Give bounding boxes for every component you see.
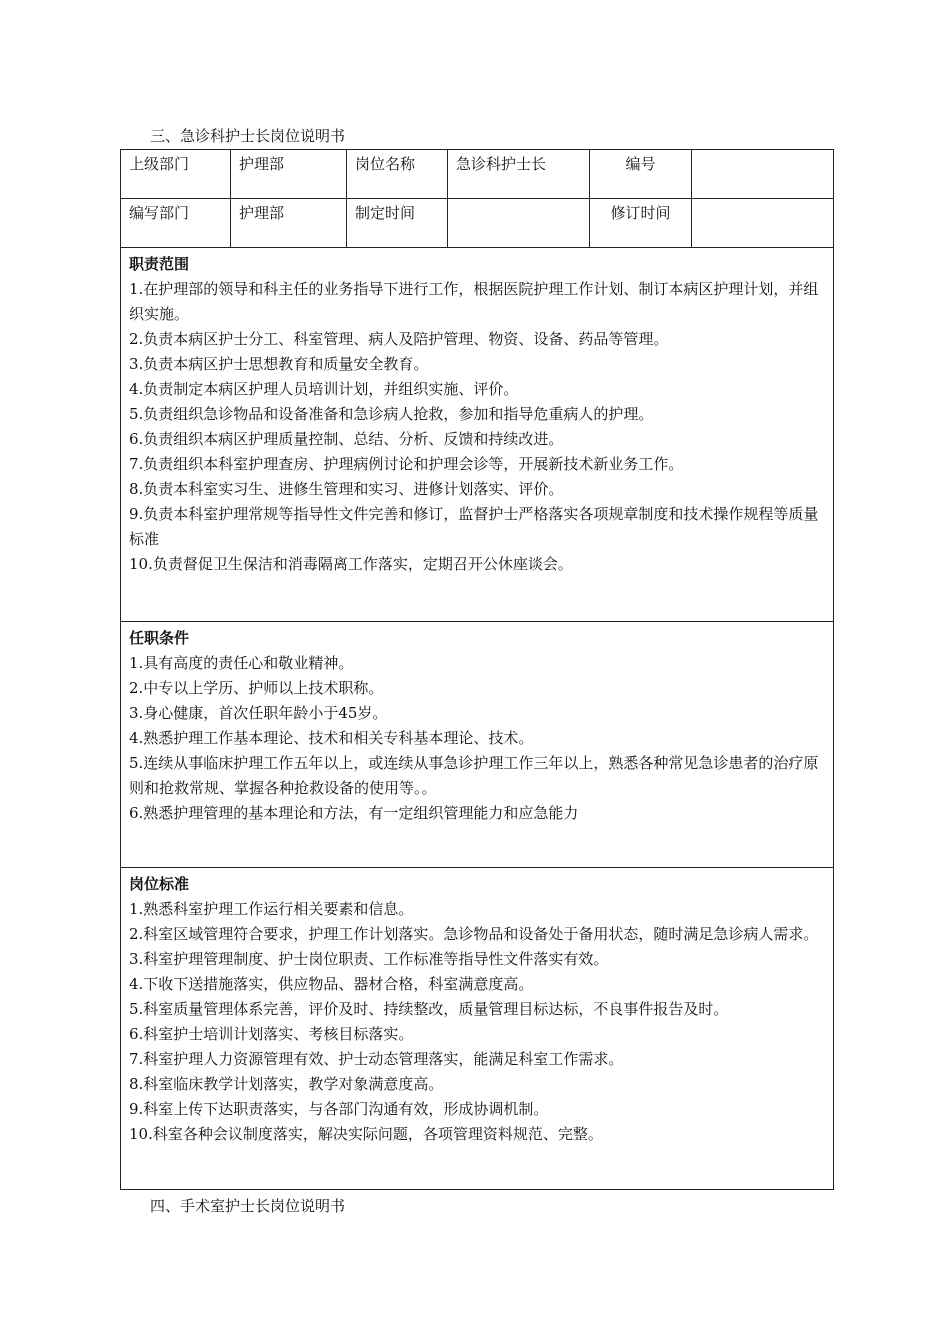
list-item: 9.负责本科室护理常规等指导性文件完善和修订，监督护士严格落实各项规章制度和技术操作规程等质量标准 [129, 505, 819, 548]
standards-list [129, 897, 825, 1147]
requirements-list [129, 651, 825, 826]
duties-list [129, 277, 825, 577]
list-item: 6.熟悉护理管理的基本理论和方法，有一定组织管理能力和应急能力 [129, 804, 579, 822]
list-item: 3.身心健康，首次任职年龄小于45岁。 [129, 704, 388, 722]
list-item: 10.负责督促卫生保洁和消毒隔离工作落实，定期召开公休座谈会。 [129, 555, 573, 573]
standards-heading: 岗位标准 [129, 875, 190, 893]
list-item: 4.负责制定本病区护理人员培训计划，并组织实施、评价。 [129, 380, 519, 398]
job-description-table [120, 149, 834, 1190]
list-item: 10.科室各种会议制度落实，解决实际问题，各项管理资料规范、完整。 [129, 1125, 603, 1143]
list-item: 6.科室护士培训计划落实、考核目标落实。 [129, 1025, 414, 1043]
value-created-date [448, 199, 589, 202]
list-item: 4.熟悉护理工作基本理论、技术和相关专科基本理论、技术。 [129, 729, 534, 747]
header-row [121, 199, 834, 248]
list-item: 2.科室区域管理符合要求，护理工作计划落实。急诊物品和设备处于备用状态，随时满足急诊病人需求。 [129, 925, 819, 943]
list-item: 2.中专以上学历、护师以上技术职称。 [129, 679, 384, 697]
label-author-dept: 编写部门 [129, 204, 190, 222]
list-item: 4.下收下送措施落实，供应物品、器材合格，科室满意度高。 [129, 975, 534, 993]
list-item: 2.负责本病区护士分工、科室管理、病人及陪护管理、物资、设备、药品等管理。 [129, 330, 669, 348]
duties-section [121, 248, 834, 622]
value-revised-date [692, 199, 833, 202]
list-item: 5.科室质量管理体系完善，评价及时、持续整改，质量管理目标达标，不良事件报告及时。 [129, 1000, 729, 1018]
next-section-title: 四、手术室护士长岗位说明书 [150, 1197, 346, 1215]
requirements-heading: 任职条件 [129, 629, 190, 647]
value-superior-dept: 护理部 [239, 155, 285, 173]
label-position-name: 岗位名称 [355, 155, 416, 173]
list-item: 9.科室上传下达职责落实，与各部门沟通有效，形成协调机制。 [129, 1100, 549, 1118]
duties-heading: 职责范围 [129, 255, 190, 273]
list-item: 8.负责本科室实习生、进修生管理和实习、进修计划落实、评价。 [129, 480, 564, 498]
label-created-date: 制定时间 [355, 204, 416, 222]
label-number: 编号 [625, 155, 656, 173]
value-position-name: 急诊科护士长 [456, 155, 547, 173]
value-author-dept: 护理部 [239, 204, 285, 222]
label-superior-dept: 上级部门 [129, 155, 190, 173]
header-row [121, 150, 834, 199]
list-item: 8.科室临床教学计划落实，教学对象满意度高。 [129, 1075, 444, 1093]
list-item: 7.负责组织本科室护理查房、护理病例讨论和护理会诊等，开展新技术新业务工作。 [129, 455, 684, 473]
label-revised-date: 修订时间 [610, 204, 671, 222]
standards-section [121, 868, 834, 1190]
requirements-section [121, 622, 834, 868]
list-item: 1.熟悉科室护理工作运行相关要素和信息。 [129, 900, 414, 918]
section-title: 三、急诊科护士长岗位说明书 [150, 127, 346, 145]
list-item: 1.在护理部的领导和科主任的业务指导下进行工作，根据医院护理工作计划、制订本病区护理计划，并组织实施。 [129, 280, 819, 323]
value-number [692, 150, 833, 153]
list-item: 5.负责组织急诊物品和设备准备和急诊病人抢救，参加和指导危重病人的护理。 [129, 405, 654, 423]
list-item: 3.科室护理管理制度、护士岗位职责、工作标准等指导性文件落实有效。 [129, 950, 609, 968]
list-item: 7.科室护理人力资源管理有效、护士动态管理落实，能满足科室工作需求。 [129, 1050, 624, 1068]
list-item: 1.具有高度的责任心和敬业精神。 [129, 654, 354, 672]
list-item: 5.连续从事临床护理工作五年以上，或连续从事急诊护理工作三年以上，熟悉各种常见急诊患者的治疗原则和抢救常规、掌握各种抢救设备的使用等。。 [129, 754, 819, 797]
list-item: 6.负责组织本病区护理质量控制、总结、分析、反馈和持续改进。 [129, 430, 564, 448]
list-item: 3.负责本病区护士思想教育和质量安全教育。 [129, 355, 429, 373]
